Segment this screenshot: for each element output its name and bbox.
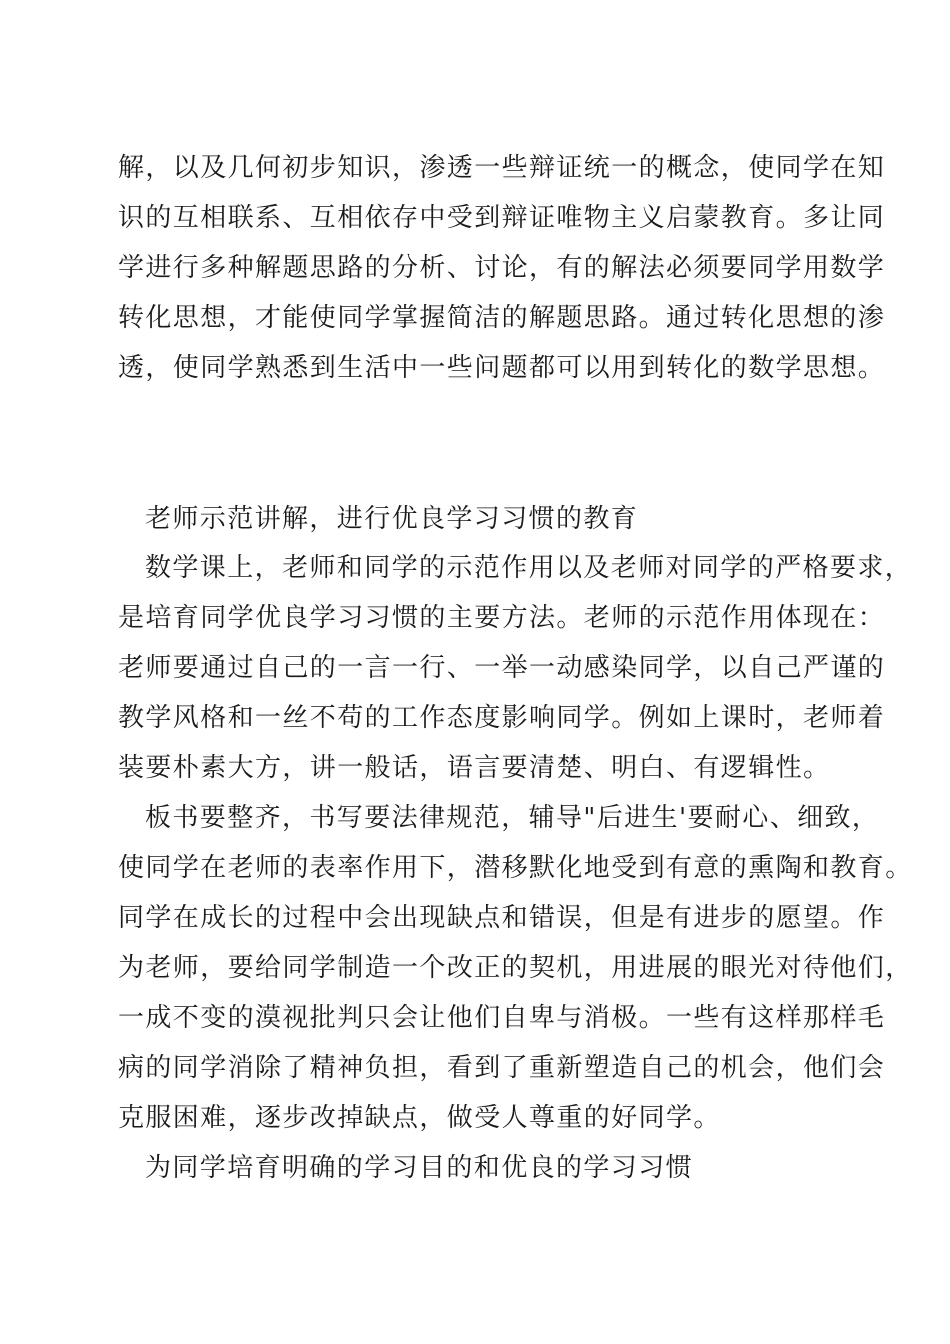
paragraph-line: 学进行多种解题思路的分析、讨论，有的解法必须要同学用数学	[118, 253, 886, 283]
paragraph-line: 数学课上，老师和同学的示范作用以及老师对同学的严格要求，	[145, 553, 913, 583]
paragraph-line: 为老师，要给同学制造一个改正的契机，用进展的眼光对待他们，	[118, 953, 913, 983]
paragraph-line: 一成不变的漠视批判只会让他们自卑与消极。一些有这样那样毛	[118, 1003, 886, 1033]
paragraph-line: 病的同学消除了精神负担，看到了重新塑造自己的机会，他们会	[118, 1053, 886, 1083]
paragraph-line: 是培育同学优良学习习惯的主要方法。老师的示范作用体现在：	[118, 603, 886, 633]
paragraph-line: 老师要通过自己的一言一行、一举一动感染同学，以自己严谨的	[118, 653, 886, 683]
paragraph-line: 同学在成长的过程中会出现缺点和错误，但是有进步的愿望。作	[118, 903, 886, 933]
section-heading: 为同学培育明确的学习目的和优良的学习习惯	[145, 1153, 694, 1183]
paragraph-line: 装要朴素大方，讲一般话，语言要清楚、明白、有逻辑性。	[118, 753, 831, 783]
paragraph-line: 板书要整齐，书写要法律规范，辅导"后进生'要耐心、细致，	[145, 803, 880, 833]
paragraph-line: 识的互相联系、互相依存中受到辩证唯物主义启蒙教育。多让同	[118, 203, 886, 233]
paragraph-line: 使同学在老师的表率作用下，潜移默化地受到有意的熏陶和教育。	[118, 853, 913, 883]
paragraph-line: 教学风格和一丝不苟的工作态度影响同学。例如上课时，老师着	[118, 703, 886, 733]
paragraph-line: 透，使同学熟悉到生活中一些问题都可以用到转化的数学思想。	[118, 353, 886, 383]
section-heading: 老师示范讲解，进行优良学习习惯的教育	[145, 504, 639, 534]
paragraph-line: 解，以及几何初步知识，渗透一些辩证统一的概念，使同学在知	[118, 153, 886, 183]
paragraph-line: 转化思想，才能使同学掌握简洁的解题思路。通过转化思想的渗	[118, 303, 886, 333]
paragraph-line: 克服困难，逐步改掉缺点，做受人尊重的好同学。	[118, 1103, 721, 1133]
